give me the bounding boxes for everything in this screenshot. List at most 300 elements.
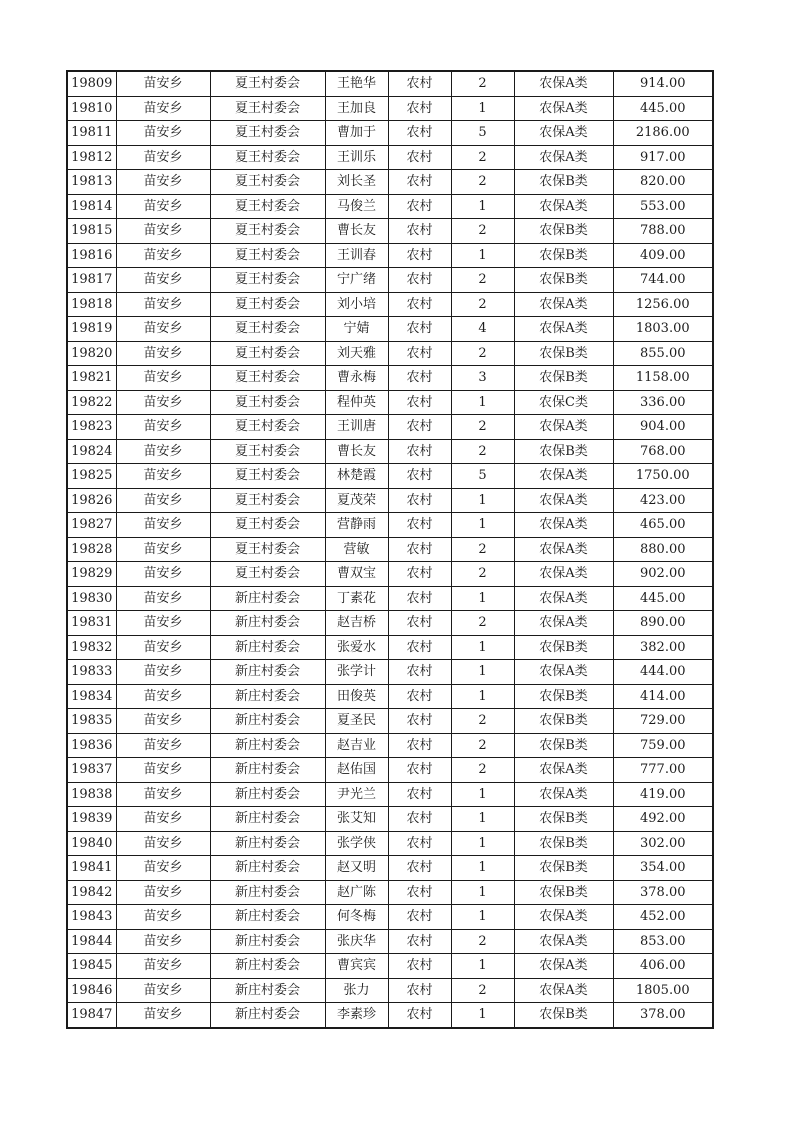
cell-name: 赵广陈 [325,880,388,905]
table-row [67,96,713,121]
cell-residence: 农村 [388,439,451,464]
cell-name: 赵又明 [325,856,388,881]
cell-residence: 农村 [388,71,451,96]
cell-township: 苗安乡 [116,439,210,464]
cell-name: 张庆华 [325,929,388,954]
cell-category: 农保A类 [514,905,613,930]
table-row [67,488,713,513]
cell-name: 曹加于 [325,121,388,146]
cell-category: 农保A类 [514,96,613,121]
cell-village: 新庄村委会 [210,856,325,881]
cell-township: 苗安乡 [116,758,210,783]
cell-count: 1 [451,905,514,930]
table-row [67,71,713,96]
cell-township: 苗安乡 [116,390,210,415]
table-row [67,660,713,685]
cell-township: 苗安乡 [116,954,210,979]
cell-category: 农保B类 [514,1003,613,1028]
cell-residence: 农村 [388,929,451,954]
cell-id: 19842 [67,880,116,905]
cell-amount: 759.00 [613,733,713,758]
cell-amount: 378.00 [613,1003,713,1028]
cell-village: 夏王村委会 [210,71,325,96]
table-row [67,831,713,856]
cell-township: 苗安乡 [116,562,210,587]
cell-name: 营静雨 [325,513,388,538]
cell-township: 苗安乡 [116,929,210,954]
cell-name: 王艳华 [325,71,388,96]
cell-township: 苗安乡 [116,71,210,96]
cell-id: 19824 [67,439,116,464]
cell-township: 苗安乡 [116,145,210,170]
table-row [67,1003,713,1028]
cell-name: 曹宾宾 [325,954,388,979]
cell-amount: 768.00 [613,439,713,464]
cell-township: 苗安乡 [116,635,210,660]
table-row [67,243,713,268]
cell-category: 农保A类 [514,978,613,1003]
table-row [67,464,713,489]
cell-amount: 729.00 [613,709,713,734]
cell-name: 林楚霞 [325,464,388,489]
cell-village: 新庄村委会 [210,1003,325,1028]
table-row [67,880,713,905]
cell-id: 19810 [67,96,116,121]
cell-category: 农保B类 [514,219,613,244]
table-row [67,954,713,979]
cell-amount: 777.00 [613,758,713,783]
cell-id: 19831 [67,611,116,636]
cell-name: 王加良 [325,96,388,121]
cell-village: 夏王村委会 [210,268,325,293]
cell-id: 19814 [67,194,116,219]
cell-count: 2 [451,219,514,244]
cell-category: 农保A类 [514,513,613,538]
table-row [67,562,713,587]
cell-residence: 农村 [388,562,451,587]
cell-count: 3 [451,366,514,391]
cell-village: 夏王村委会 [210,243,325,268]
cell-residence: 农村 [388,341,451,366]
cell-village: 夏王村委会 [210,170,325,195]
cell-village: 新庄村委会 [210,929,325,954]
table-row [67,807,713,832]
cell-amount: 414.00 [613,684,713,709]
cell-township: 苗安乡 [116,733,210,758]
cell-id: 19812 [67,145,116,170]
cell-id: 19843 [67,905,116,930]
cell-residence: 农村 [388,268,451,293]
cell-residence: 农村 [388,905,451,930]
cell-count: 1 [451,782,514,807]
cell-township: 苗安乡 [116,243,210,268]
cell-township: 苗安乡 [116,96,210,121]
cell-residence: 农村 [388,635,451,660]
cell-category: 农保B类 [514,635,613,660]
cell-category: 农保A类 [514,611,613,636]
cell-name: 曹长友 [325,219,388,244]
table-row [67,439,713,464]
cell-amount: 1803.00 [613,317,713,342]
cell-count: 1 [451,684,514,709]
cell-count: 2 [451,292,514,317]
cell-count: 2 [451,439,514,464]
cell-village: 夏王村委会 [210,145,325,170]
cell-township: 苗安乡 [116,341,210,366]
cell-id: 19845 [67,954,116,979]
cell-residence: 农村 [388,366,451,391]
cell-id: 19835 [67,709,116,734]
cell-amount: 788.00 [613,219,713,244]
cell-township: 苗安乡 [116,464,210,489]
cell-id: 19816 [67,243,116,268]
table-body [67,71,713,1028]
cell-amount: 890.00 [613,611,713,636]
cell-count: 2 [451,611,514,636]
cell-category: 农保A类 [514,562,613,587]
cell-amount: 452.00 [613,905,713,930]
cell-id: 19839 [67,807,116,832]
table-row [67,586,713,611]
cell-name: 程仲英 [325,390,388,415]
cell-township: 苗安乡 [116,317,210,342]
cell-village: 夏王村委会 [210,317,325,342]
cell-count: 1 [451,513,514,538]
cell-amount: 914.00 [613,71,713,96]
cell-village: 新庄村委会 [210,954,325,979]
cell-category: 农保A类 [514,929,613,954]
table-row [67,905,713,930]
cell-count: 2 [451,733,514,758]
cell-count: 1 [451,390,514,415]
cell-village: 夏王村委会 [210,513,325,538]
cell-village: 夏王村委会 [210,415,325,440]
table-row [67,635,713,660]
cell-amount: 855.00 [613,341,713,366]
cell-township: 苗安乡 [116,194,210,219]
cell-residence: 农村 [388,390,451,415]
cell-village: 夏王村委会 [210,194,325,219]
table-row [67,145,713,170]
cell-category: 农保B类 [514,831,613,856]
cell-count: 2 [451,145,514,170]
cell-id: 19822 [67,390,116,415]
cell-residence: 农村 [388,194,451,219]
cell-township: 苗安乡 [116,709,210,734]
cell-name: 张学计 [325,660,388,685]
cell-name: 王训乐 [325,145,388,170]
cell-residence: 农村 [388,733,451,758]
cell-count: 1 [451,660,514,685]
cell-residence: 农村 [388,660,451,685]
cell-id: 19809 [67,71,116,96]
cell-category: 农保A类 [514,660,613,685]
cell-name: 田俊英 [325,684,388,709]
table-row [67,684,713,709]
cell-amount: 1750.00 [613,464,713,489]
cell-count: 1 [451,96,514,121]
cell-id: 19833 [67,660,116,685]
cell-category: 农保A类 [514,71,613,96]
cell-amount: 917.00 [613,145,713,170]
cell-village: 新庄村委会 [210,660,325,685]
cell-count: 1 [451,243,514,268]
cell-amount: 553.00 [613,194,713,219]
cell-residence: 农村 [388,513,451,538]
cell-count: 2 [451,341,514,366]
cell-amount: 444.00 [613,660,713,685]
cell-amount: 853.00 [613,929,713,954]
cell-id: 19825 [67,464,116,489]
cell-count: 1 [451,856,514,881]
cell-count: 1 [451,831,514,856]
cell-residence: 农村 [388,684,451,709]
cell-amount: 744.00 [613,268,713,293]
cell-id: 19828 [67,537,116,562]
cell-village: 新庄村委会 [210,611,325,636]
cell-category: 农保B类 [514,243,613,268]
cell-id: 19811 [67,121,116,146]
cell-amount: 492.00 [613,807,713,832]
cell-township: 苗安乡 [116,537,210,562]
cell-id: 19827 [67,513,116,538]
cell-id: 19844 [67,929,116,954]
cell-name: 张力 [325,978,388,1003]
cell-category: 农保B类 [514,439,613,464]
table-row [67,856,713,881]
table-row [67,415,713,440]
cell-amount: 419.00 [613,782,713,807]
cell-category: 农保B类 [514,684,613,709]
cell-id: 19832 [67,635,116,660]
cell-count: 5 [451,464,514,489]
cell-township: 苗安乡 [116,807,210,832]
cell-name: 王训春 [325,243,388,268]
cell-village: 新庄村委会 [210,635,325,660]
table-row [67,170,713,195]
cell-residence: 农村 [388,121,451,146]
cell-name: 尹光兰 [325,782,388,807]
cell-amount: 1256.00 [613,292,713,317]
table-row [67,929,713,954]
cell-id: 19846 [67,978,116,1003]
cell-township: 苗安乡 [116,905,210,930]
cell-name: 夏圣民 [325,709,388,734]
cell-amount: 406.00 [613,954,713,979]
cell-count: 1 [451,954,514,979]
cell-village: 夏王村委会 [210,121,325,146]
cell-id: 19829 [67,562,116,587]
cell-amount: 336.00 [613,390,713,415]
cell-id: 19837 [67,758,116,783]
cell-count: 2 [451,929,514,954]
cell-name: 刘天雅 [325,341,388,366]
cell-residence: 农村 [388,586,451,611]
cell-amount: 880.00 [613,537,713,562]
table-row [67,268,713,293]
cell-village: 夏王村委会 [210,488,325,513]
cell-township: 苗安乡 [116,488,210,513]
cell-township: 苗安乡 [116,121,210,146]
cell-category: 农保A类 [514,464,613,489]
cell-category: 农保A类 [514,488,613,513]
cell-amount: 1158.00 [613,366,713,391]
cell-township: 苗安乡 [116,415,210,440]
cell-township: 苗安乡 [116,831,210,856]
cell-township: 苗安乡 [116,292,210,317]
cell-name: 马俊兰 [325,194,388,219]
cell-village: 夏王村委会 [210,439,325,464]
table-row [67,390,713,415]
table-row [67,121,713,146]
cell-amount: 409.00 [613,243,713,268]
cell-township: 苗安乡 [116,366,210,391]
cell-amount: 445.00 [613,96,713,121]
cell-count: 2 [451,758,514,783]
table-row [67,709,713,734]
cell-category: 农保A类 [514,758,613,783]
table-row [67,782,713,807]
cell-township: 苗安乡 [116,611,210,636]
cell-village: 夏王村委会 [210,537,325,562]
cell-count: 2 [451,537,514,562]
cell-village: 新庄村委会 [210,831,325,856]
cell-count: 1 [451,807,514,832]
cell-category: 农保B类 [514,880,613,905]
cell-name: 张学侠 [325,831,388,856]
cell-id: 19820 [67,341,116,366]
table-row [67,758,713,783]
cell-category: 农保C类 [514,390,613,415]
cell-count: 2 [451,709,514,734]
cell-residence: 农村 [388,758,451,783]
cell-category: 农保A类 [514,194,613,219]
cell-id: 19847 [67,1003,116,1028]
cell-township: 苗安乡 [116,513,210,538]
cell-id: 19840 [67,831,116,856]
cell-township: 苗安乡 [116,586,210,611]
cell-village: 夏王村委会 [210,219,325,244]
cell-amount: 1805.00 [613,978,713,1003]
table-row [67,194,713,219]
cell-amount: 302.00 [613,831,713,856]
cell-category: 农保A类 [514,586,613,611]
cell-residence: 农村 [388,464,451,489]
cell-residence: 农村 [388,243,451,268]
cell-residence: 农村 [388,856,451,881]
cell-id: 19818 [67,292,116,317]
cell-name: 张艾知 [325,807,388,832]
table-row [67,513,713,538]
cell-category: 农保A类 [514,782,613,807]
payment-roster-table [66,70,714,1029]
cell-id: 19817 [67,268,116,293]
cell-amount: 378.00 [613,880,713,905]
table-row [67,978,713,1003]
cell-village: 新庄村委会 [210,733,325,758]
cell-village: 新庄村委会 [210,807,325,832]
cell-amount: 354.00 [613,856,713,881]
cell-count: 1 [451,880,514,905]
cell-residence: 农村 [388,292,451,317]
cell-name: 曹双宝 [325,562,388,587]
cell-village: 新庄村委会 [210,782,325,807]
table-row [67,733,713,758]
cell-township: 苗安乡 [116,268,210,293]
cell-name: 刘小培 [325,292,388,317]
cell-category: 农保A类 [514,292,613,317]
cell-residence: 农村 [388,145,451,170]
table-row [67,537,713,562]
table-row [67,611,713,636]
cell-id: 19821 [67,366,116,391]
cell-name: 李素珍 [325,1003,388,1028]
cell-name: 宁婧 [325,317,388,342]
cell-village: 夏王村委会 [210,292,325,317]
cell-category: 农保B类 [514,709,613,734]
cell-residence: 农村 [388,170,451,195]
cell-village: 新庄村委会 [210,758,325,783]
cell-name: 夏茂荣 [325,488,388,513]
cell-name: 营敏 [325,537,388,562]
cell-category: 农保B类 [514,733,613,758]
cell-township: 苗安乡 [116,684,210,709]
cell-residence: 农村 [388,831,451,856]
cell-count: 4 [451,317,514,342]
cell-count: 2 [451,562,514,587]
cell-category: 农保A类 [514,415,613,440]
cell-count: 1 [451,635,514,660]
cell-residence: 农村 [388,782,451,807]
cell-amount: 382.00 [613,635,713,660]
cell-category: 农保B类 [514,807,613,832]
cell-count: 2 [451,71,514,96]
cell-id: 19836 [67,733,116,758]
cell-name: 赵吉业 [325,733,388,758]
cell-count: 1 [451,488,514,513]
table-row [67,366,713,391]
cell-count: 2 [451,268,514,293]
cell-category: 农保B类 [514,366,613,391]
cell-village: 新庄村委会 [210,586,325,611]
cell-amount: 465.00 [613,513,713,538]
cell-township: 苗安乡 [116,660,210,685]
table-row [67,292,713,317]
table-row [67,219,713,244]
cell-township: 苗安乡 [116,880,210,905]
cell-name: 宁广绪 [325,268,388,293]
cell-count: 1 [451,586,514,611]
cell-category: 农保A类 [514,145,613,170]
cell-category: 农保A类 [514,954,613,979]
cell-village: 夏王村委会 [210,562,325,587]
cell-category: 农保A类 [514,317,613,342]
cell-count: 5 [451,121,514,146]
cell-township: 苗安乡 [116,1003,210,1028]
cell-residence: 农村 [388,954,451,979]
cell-category: 农保A类 [514,121,613,146]
cell-village: 新庄村委会 [210,978,325,1003]
cell-residence: 农村 [388,96,451,121]
cell-id: 19823 [67,415,116,440]
cell-residence: 农村 [388,219,451,244]
cell-amount: 445.00 [613,586,713,611]
cell-township: 苗安乡 [116,170,210,195]
cell-name: 王训唐 [325,415,388,440]
cell-category: 农保B类 [514,341,613,366]
cell-township: 苗安乡 [116,978,210,1003]
cell-village: 夏王村委会 [210,464,325,489]
